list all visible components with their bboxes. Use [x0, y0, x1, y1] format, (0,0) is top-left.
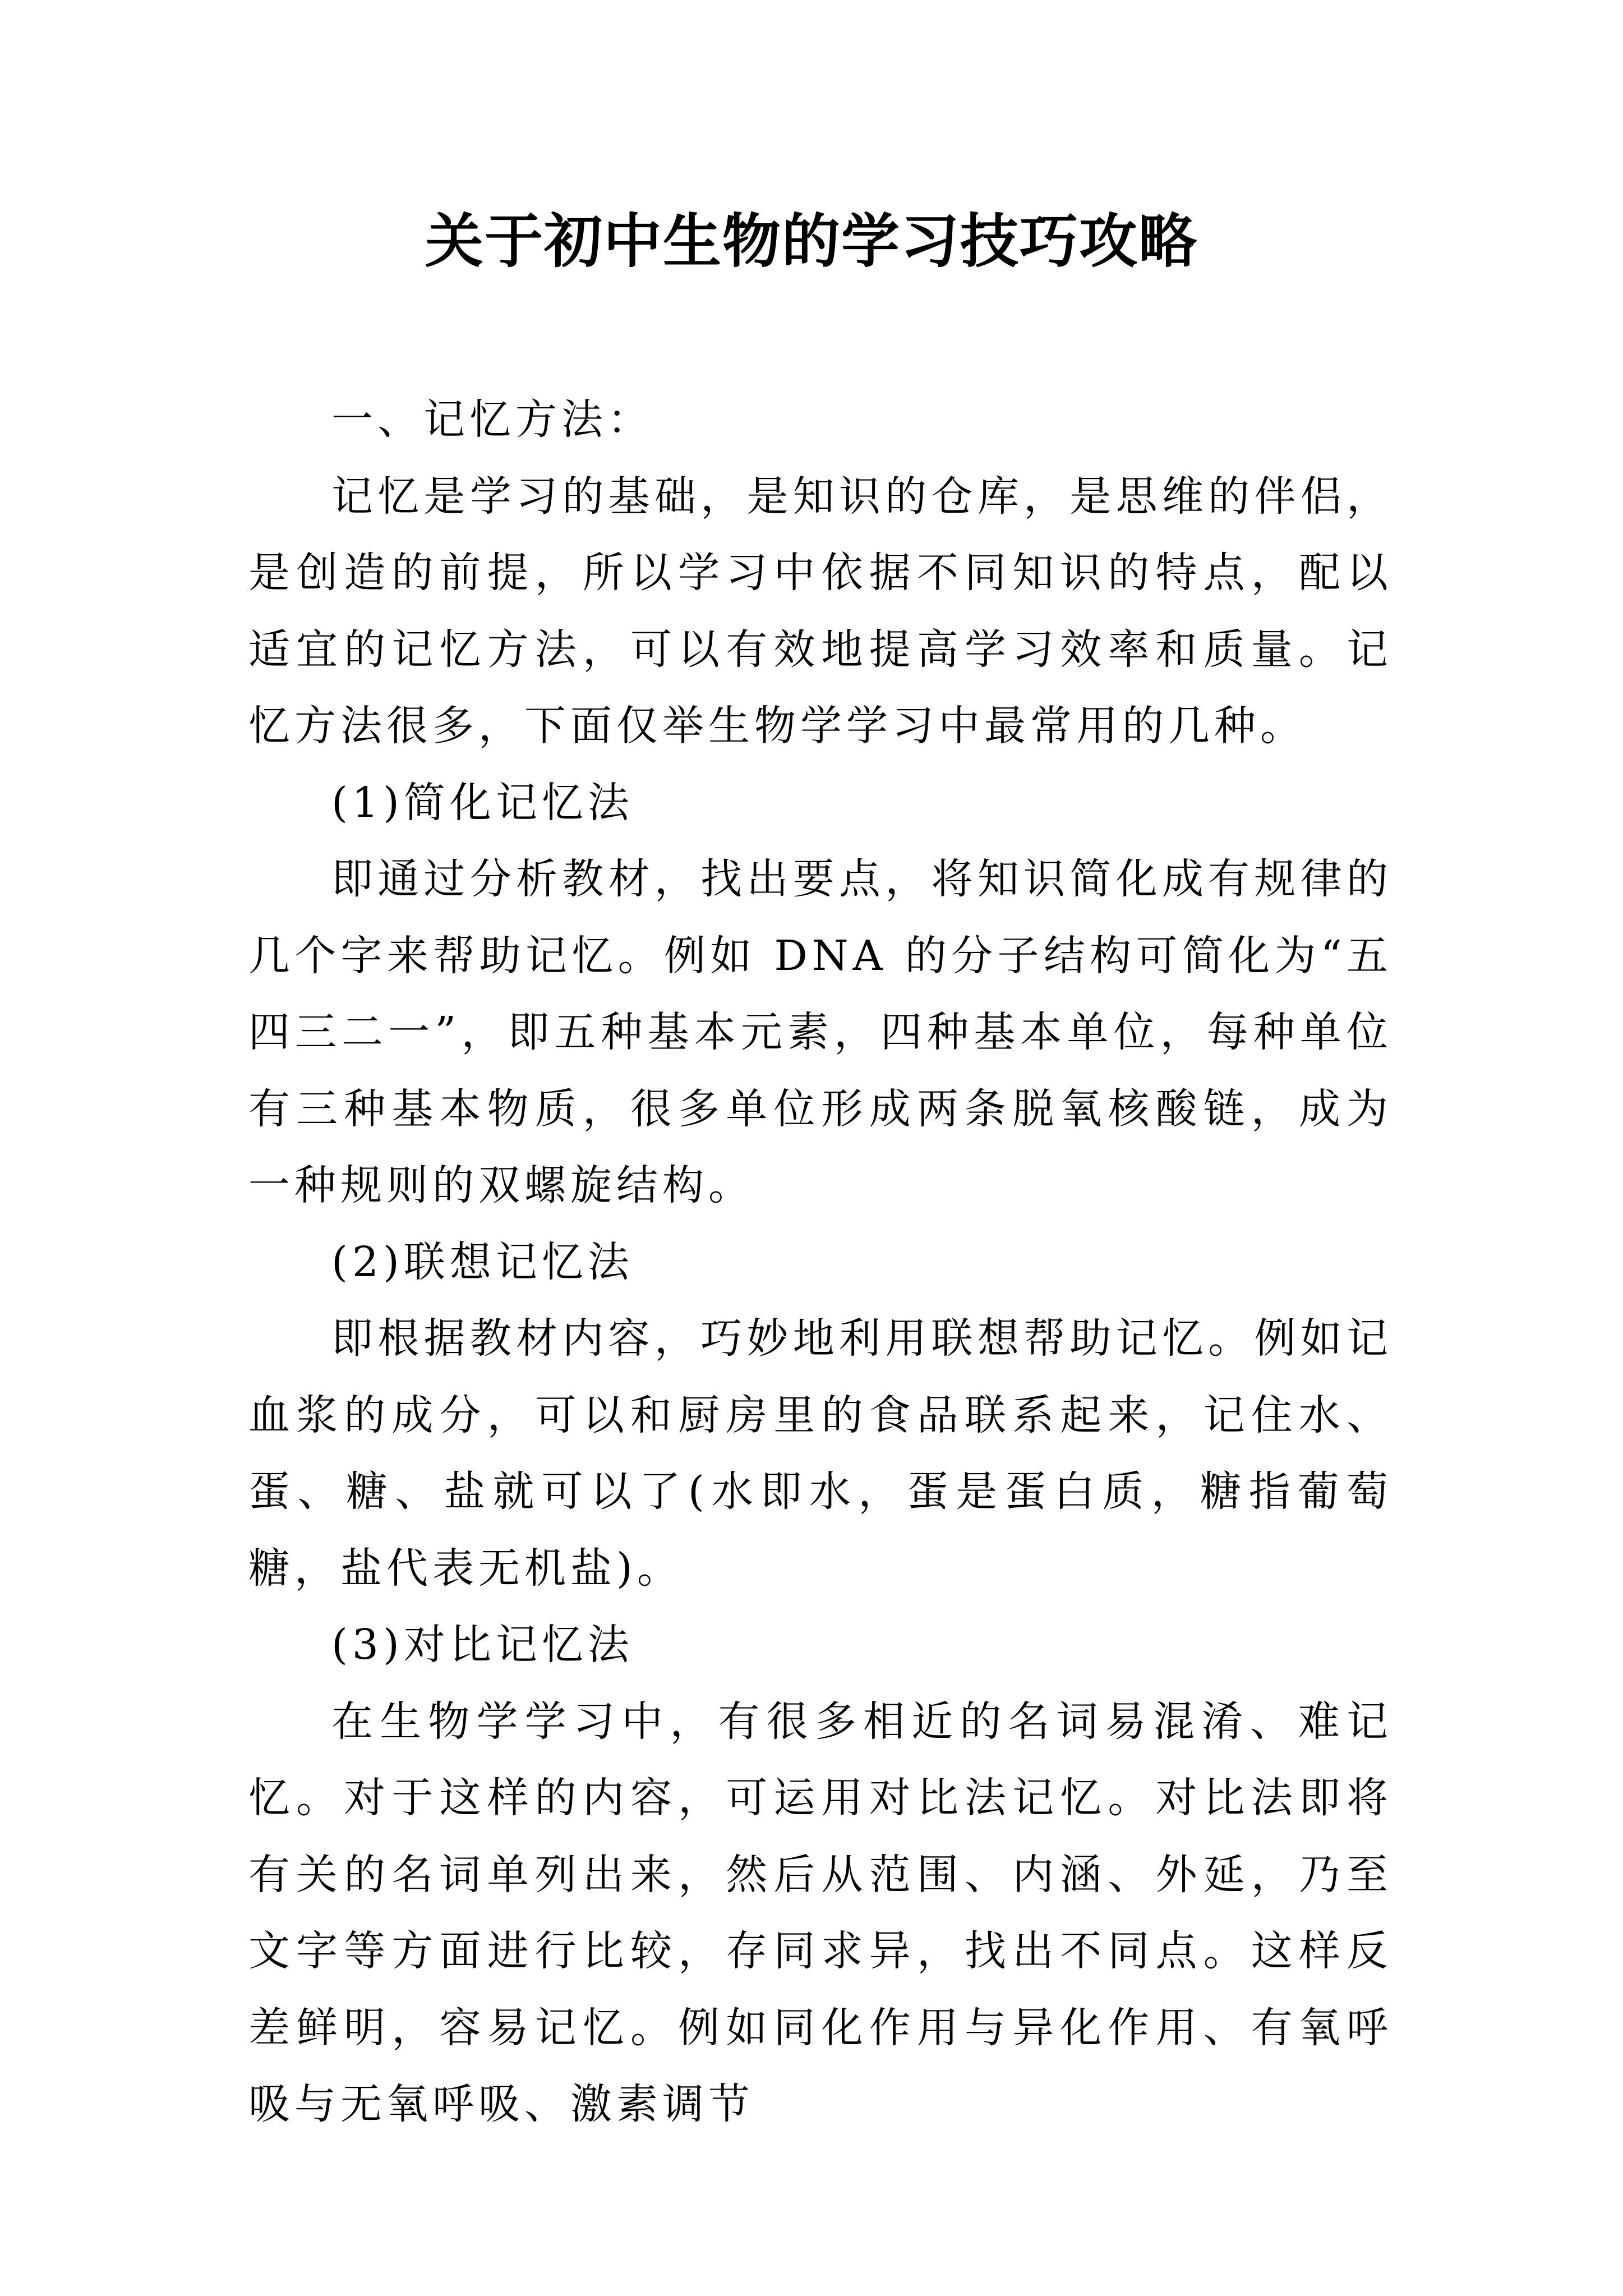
- paragraph-simplified-memory: 即通过分析教材，找出要点，将知识简化成有规律的几个字来帮助记忆。例如 DNA 的分子结构可简化为“五四三二一”，即五种基本元素，四种基本单位，每种单位有三种基本物质，很多单位形成两条脱氧核酸链，成为一种规则的双螺旋结构。: [248, 855, 1393, 1209]
- subheading-simplified-memory: (1)简化记忆法: [331, 778, 634, 827]
- paragraph-contrast-memory: 在生物学学习中，有很多相近的名词易混淆、难记忆。对于这样的内容，可运用对比法记忆。对比法即将有关的名词单列出来，然后从范围、内涵、外延，乃至文字等方面进行比较，存同求异，找出不同点。这样反差鲜明，容易记忆。例如同化作用与异化作用、有氧呼吸与无氧呼吸、激素调节: [248, 1697, 1393, 2128]
- subheading-contrast-memory: (3)对比记忆法: [331, 1621, 634, 1669]
- paragraph-association-memory: 即根据教材内容，巧妙地利用联想帮助记忆。例如记血浆的成分，可以和厨房里的食品联系起来，记住水、蛋、糖、盐就可以了(水即水，蛋是蛋白质，糖指葡萄糖，盐代表无机盐)。: [248, 1314, 1393, 1593]
- subheading-association-memory: (2)联想记忆法: [331, 1237, 634, 1286]
- document-body: [248, 381, 1393, 2143]
- paragraph-intro: 记忆是学习的基础，是知识的仓库，是思维的伴侣，是创造的前提，所以学习中依据不同知识的特点，配以适宜的记忆方法，可以有效地提高学习效率和质量。记忆方法很多，下面仅举生物学学习中最常用的几种。: [248, 472, 1393, 750]
- document-title: 关于初中生物的学习技巧攻略: [425, 206, 1198, 275]
- section-heading-memory-methods: 一、记忆方法：: [331, 395, 653, 444]
